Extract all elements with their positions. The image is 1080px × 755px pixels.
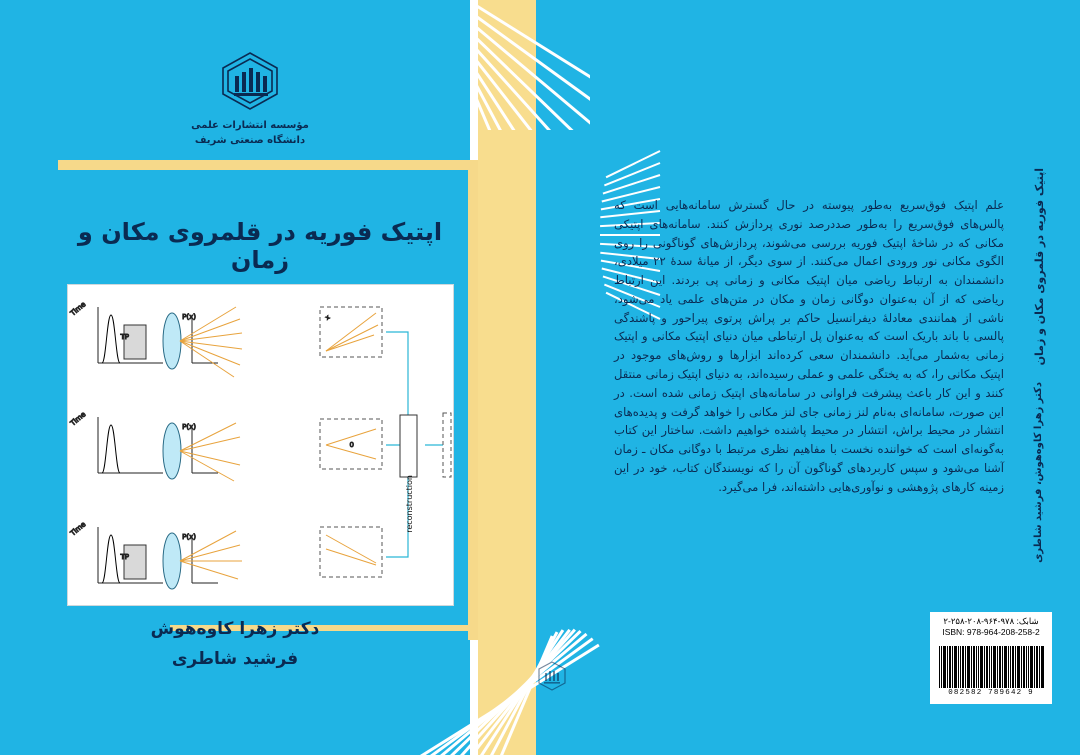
svg-text:x: x <box>324 313 332 322</box>
author-1: دکتر زهرا کاوه‌هوش <box>150 619 320 639</box>
isbn-fa: شابک: ۹۷۸-۹۶۴-۲۰۸-۲۵۸-۲ <box>943 616 1039 626</box>
svg-text:P(x): P(x) <box>182 423 196 431</box>
svg-text:Time: Time <box>69 300 88 318</box>
svg-text:TP: TP <box>120 333 129 341</box>
cover-figure <box>68 285 453 605</box>
cover-figure-diagram <box>68 285 453 605</box>
svg-text:reconstruction: reconstruction <box>405 475 414 533</box>
svg-text:0: 0 <box>349 441 354 449</box>
front-cover-panel <box>600 0 1080 755</box>
spine-authors: دکتر زهرا کاوه‌هوش، فرشید شاطری <box>1033 382 1044 563</box>
sharif-university-emblem-icon <box>217 50 283 112</box>
svg-text:TP: TP <box>120 553 129 561</box>
back-cover-blurb: علم اپتیک فوق‌سریع به‌طور پیوسته در حال گسترش سامانه‌هایی است که پالس‌های فوق‌سریع را به‌طور صددرصد نوری پردازش کنند. سامانه‌های اپتیکی مکانی که در شاخهٔ اپتیک فوریه بررسی می‌شوند، پردازش‌های گوناگونی را روی الگوی مکانی نور ورودی اعمال می‌کنند. از سوی دیگر، از میانهٔ سدهٔ ۲۲ میلادی، دانشمندان به ارتباط ریاضی میان اپتیک مکانی و زمانی پی بردند. این ارتباط ریاضی که از آن به‌عنوان دوگانی زمان و مکان در متن‌های علمی یاد می‌شود، ناشی از همانندی معادلهٔ دیفرانسیل حاکم بر پراش پرتوی پیراحور و پاشندگی پالسی با باند باریک است که به‌عنوان پل ارتباطی میان دنیای اپتیک مکانی و اپتیک زمانی به‌شمار می‌آید. دانشمندان سعی کرده‌اند ابزارها و روش‌های موجود در اپتیک مکانی را، که به یختگی علمی و عملی رسیده‌اند، به دنیای اپتیک زمانی منتقل کنند و این کار باعث پیشرفت فراوانی در سامانه‌های اپتیک زمانی شده است. در این صورت، سامانه‌ای به‌نام لنز زمانی جای لنز مکانی را خواهد گرفت و پدیده‌های انتشار در محیط براش، انتشار در محیط پاشنده خواهیم داشت. ساختار این کتاب به‌گونه‌ای است که خواننده نخست با مفاهیم نظری مرتبط با دوگانی مکان ـ زمان آشنا می‌شود و سپس کاربردهای گوناگون آن را که نویسندگان کتاب، خود در این زمینه کارهای پژوهشی و نوآوری‌هایی داشته‌اند، فرا می‌گیرد. <box>614 198 1004 494</box>
sharif-emblem-icon <box>536 660 568 692</box>
svg-text:P(x): P(x) <box>182 533 196 541</box>
svg-text:P(x): P(x) <box>182 313 196 321</box>
svg-text:Time: Time <box>69 520 88 538</box>
barcode-digits: 9 789642 082582 <box>948 688 1034 697</box>
page-title: اپتیک فوریه در قلمروی مکان و زمان <box>77 218 443 274</box>
spine-title: اپتیک فوریه در قلمروی مکان و زمان <box>1033 168 1046 366</box>
publisher-block <box>0 50 500 148</box>
author-list <box>60 615 410 675</box>
author-2: فرشید شاطری <box>171 648 299 669</box>
publisher-name: مؤسسه انتشارات علمی دانشگاه صنعتی شریف <box>191 120 309 146</box>
isbn-en: ISBN: 978-964-208-258-2 <box>942 627 1040 638</box>
svg-text:Time: Time <box>69 410 88 428</box>
